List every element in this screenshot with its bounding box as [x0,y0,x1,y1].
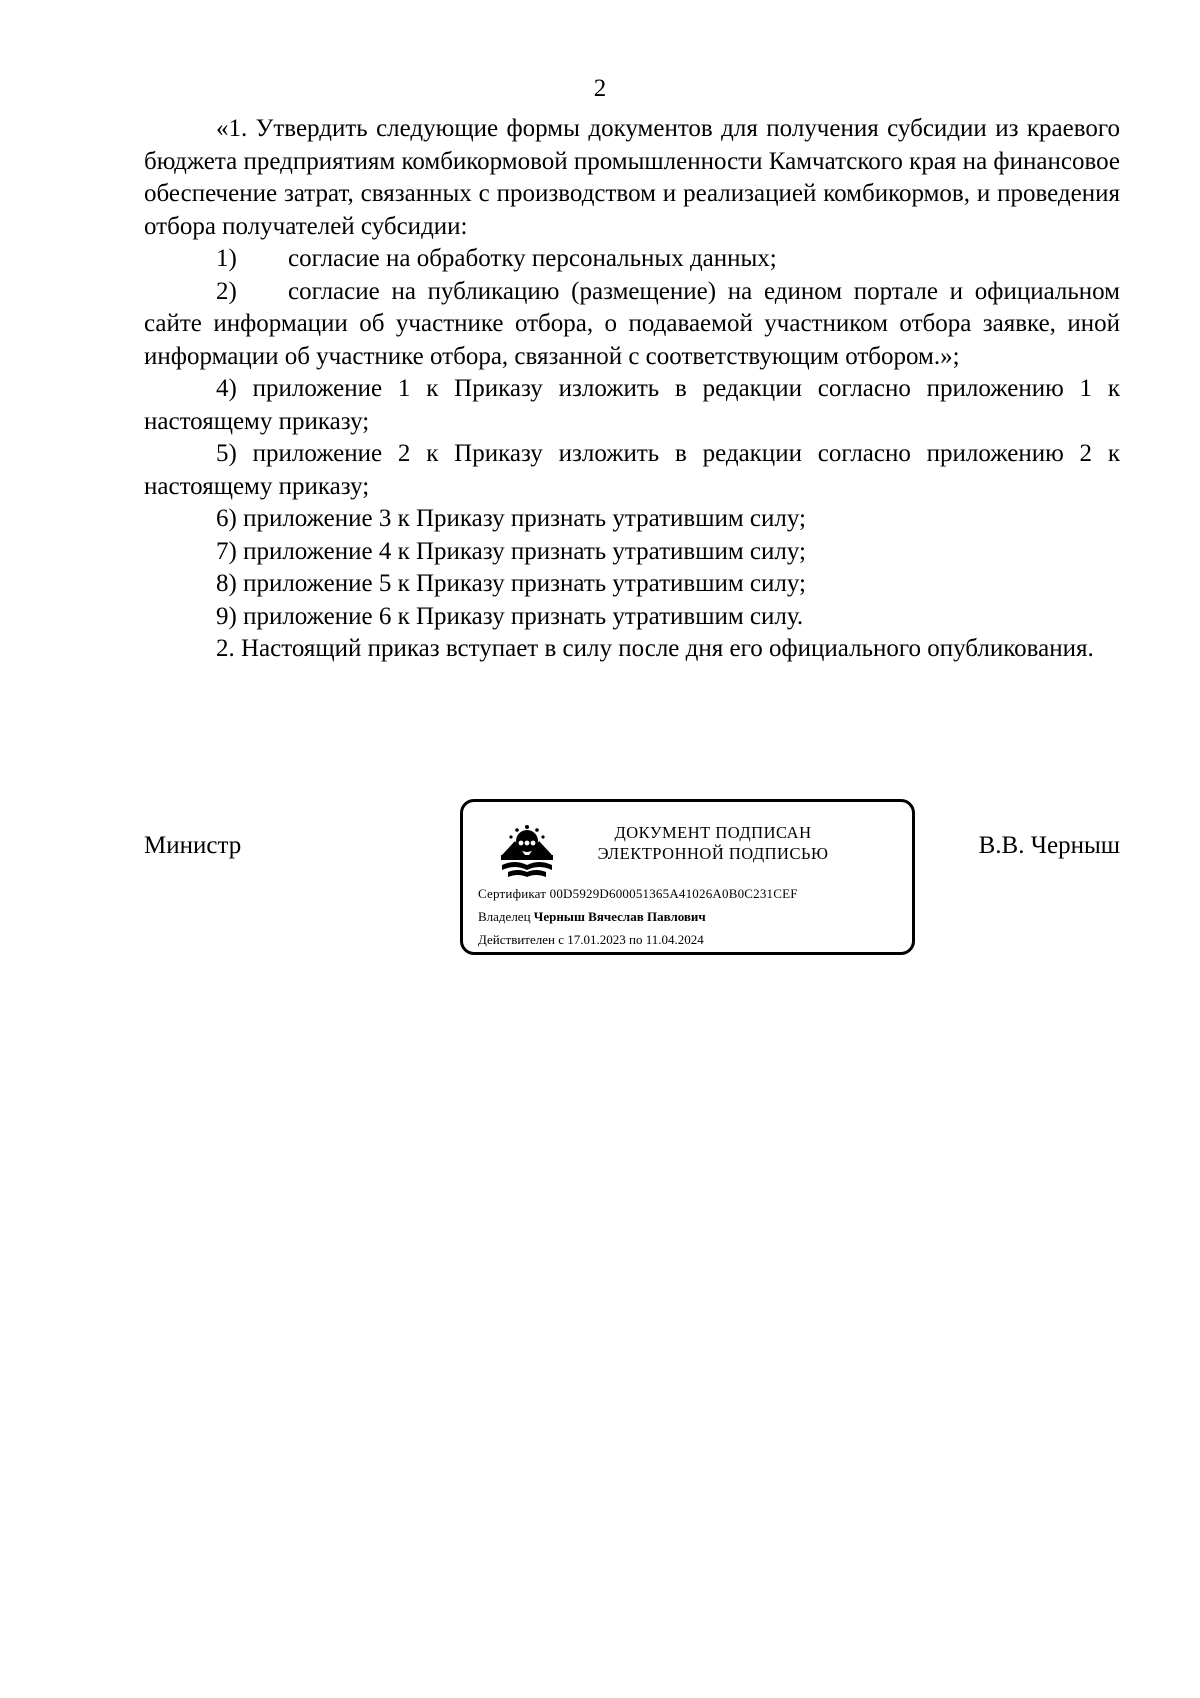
stamp-owner-line [478,908,706,926]
electronic-signature-stamp [460,799,915,955]
signatory-position: Министр [144,832,242,859]
paragraph-appendix-3: 6) приложение 3 к Приказу признать утратившим силу; [216,505,806,532]
certificate-number: 00D5929D600051365A41026A0B0C231CEF [549,886,798,901]
page-number: 2 [593,75,607,102]
paragraph-appendix-1: 4) приложение 1 к Приказу изложить в редакции согласно приложению 1 к настоящему приказу; [144,375,1120,435]
list-item-text: согласие на обработку персональных данных; [288,245,777,272]
document-body [144,113,1120,666]
validity-to-date: 11.04.2024 [645,932,704,947]
owner-name: Черныш Вячеслав Павлович [533,909,706,924]
list-item-consent-publication [144,276,1120,374]
kamchatka-emblem-icon [498,821,556,881]
list-item-text: согласие на публикацию (размещение) на едином портале и официальном сайте информации об участнике отбора, о подаваемой участником отбора заявке, иной информации об участнике отбора, связанной с соответствующим отбором.»; [144,277,1120,370]
stamp-certificate-line [478,885,798,903]
paragraph-appendix-2: 5) приложение 2 к Приказу изложить в редакции согласно приложению 2 к настоящему приказу; [144,440,1120,500]
stamp-validity-line [478,931,704,949]
signatory-name: В.В. Черныш [978,832,1120,859]
paragraph-forms-approval: «1. Утвердить следующие формы документов для получения субсидии из краевого бюджета предприятиям комбикормовой промышленности Камчатского края на финансовое обеспечение затрат, связанных с производством и реализацией комбикормов, и проведения отбора получателей субсидии: [144,115,1120,240]
paragraph-effective-date: 2. Настоящий приказ вступает в силу после дня его официального опубликования. [216,635,1094,662]
owner-label: Владелец [478,909,531,924]
list-item-consent-personal-data [144,243,1120,276]
stamp-title-line-1: ДОКУМЕНТ ПОДПИСАН [614,823,812,842]
stamp-title [563,822,863,864]
list-item-number: 2) [216,277,237,305]
list-item-number: 1) [216,245,237,272]
validity-label: Действителен [478,932,555,947]
stamp-title-line-2: ЭЛЕКТРОННОЙ ПОДПИСЬЮ [597,844,829,863]
validity-to-prefix: по [629,932,643,947]
paragraph-appendix-6: 9) приложение 6 к Приказу признать утратившим силу. [216,602,804,630]
validity-from-prefix: с [558,932,564,947]
paragraph-appendix-5: 8) приложение 5 к Приказу признать утратившим силу; [216,570,806,597]
validity-from-date: 17.01.2023 [567,932,626,947]
certificate-label: Сертификат [478,886,547,901]
paragraph-appendix-4: 7) приложение 4 к Приказу признать утратившим силу; [216,537,806,565]
